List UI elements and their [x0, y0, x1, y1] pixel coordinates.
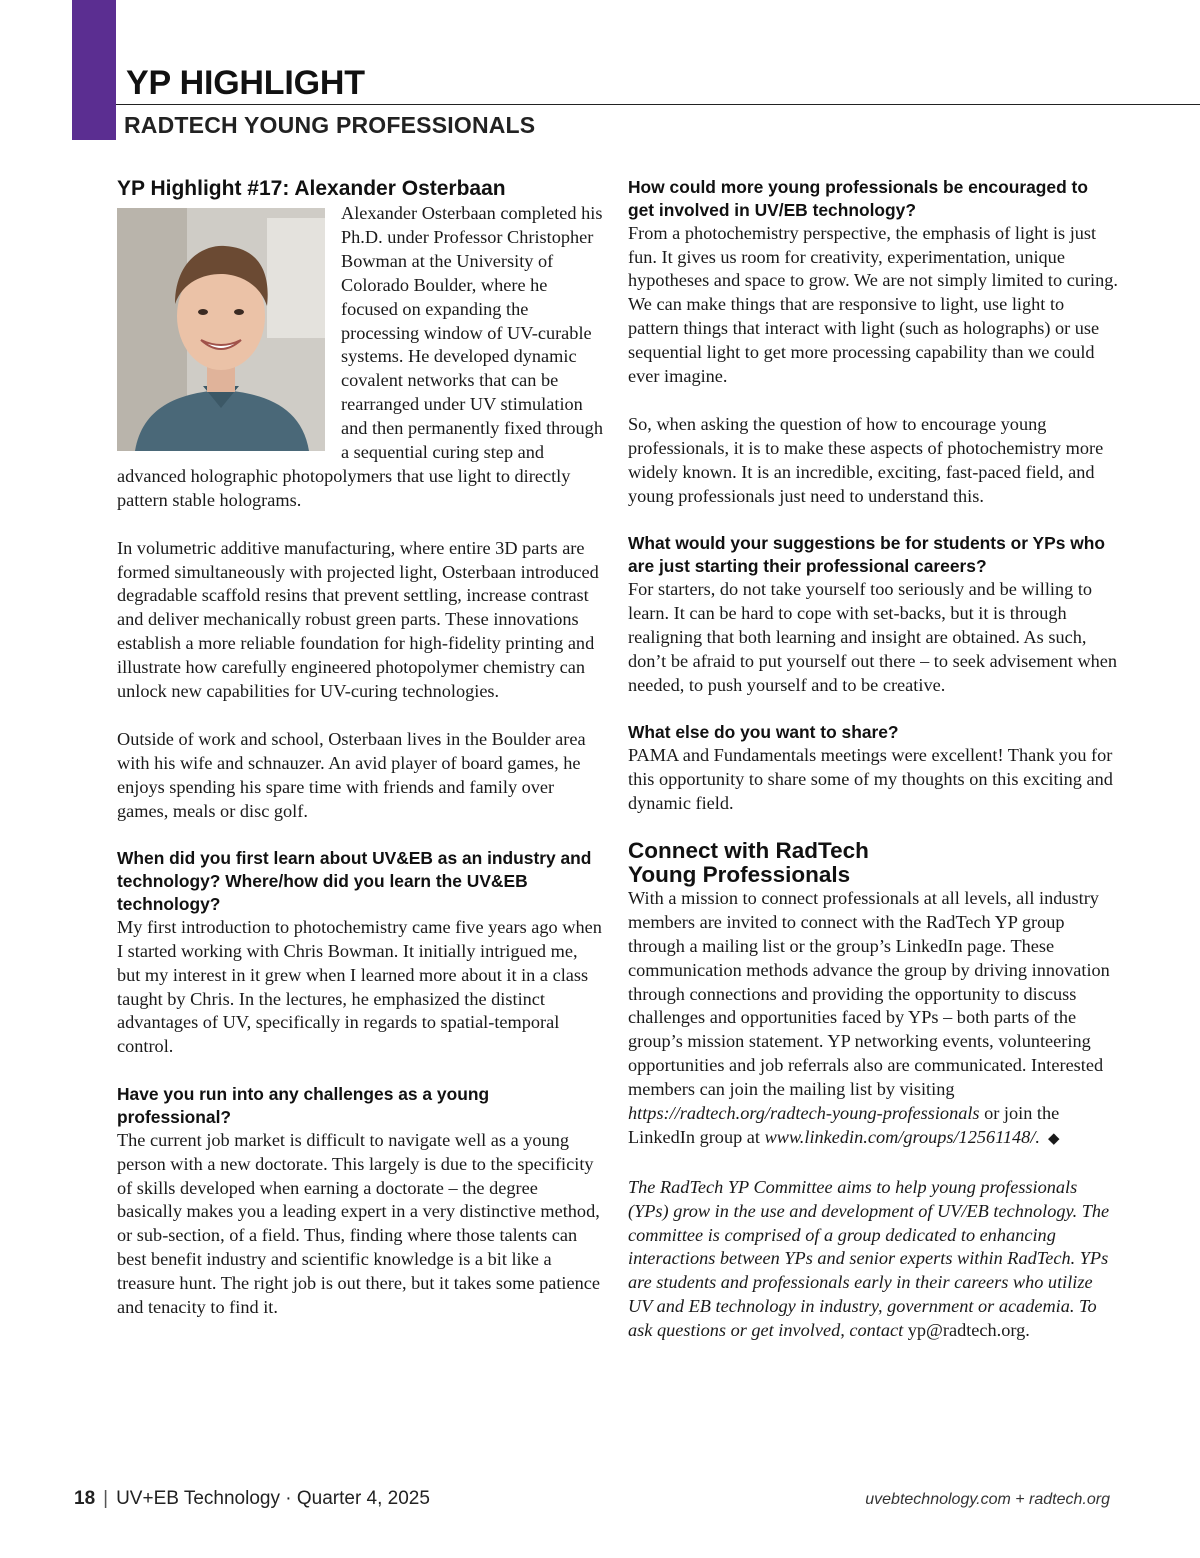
- section-title: YP HIGHLIGHT: [126, 64, 365, 102]
- question-heading: What else do you want to share?: [628, 722, 899, 743]
- answer-paragraph: For starters, do not take yourself too seriously and be willing to learn. It can be hard to cope with set-backs, but it is through realigning that both learning and insight are obtained. As such, don’t be afraid to put yourself out there – to seek advisement when needed, to push yourself and to be creative.: [628, 578, 1118, 695]
- contact-email[interactable]: yp@radtech.org.: [907, 1320, 1030, 1341]
- yp-webpage-link[interactable]: https://radtech.org/radtech-young-professionals: [628, 1103, 980, 1124]
- question-heading: When did you first learn about UV&EB as an industry and technology? Where/how did you learn the UV&EB technology?: [117, 848, 592, 915]
- committee-text: The RadTech YP Committee aims to help young professionals (YPs) grow in the use and development of UV/EB technology. The committee is comprised of a group dedicated to enhancing interactions between YPs and senior experts within RadTech. YPs are students and professionals early in their careers who utilize UV and EB technology in industry, government or academia. To ask questions or get involved, contact: [628, 1176, 1110, 1341]
- connect-title: [628, 839, 1118, 887]
- portrait-photo: [117, 208, 325, 451]
- bio-paragraph: In volumetric additive manufacturing, where entire 3D parts are formed simultaneously with projected light, Osterbaan introduced degradable scaffold resins that prevent settling, increase contrast and deliver mechanically robust green parts. These innovations establish a more reliable foundation for high-fidelity printing and illustrate how carefully engineered photopolymer chemistry can unlock new capabilities for UV-curing technologies.: [117, 537, 599, 702]
- question-heading: Have you run into any challenges as a young professional?: [117, 1084, 490, 1127]
- answer-paragraph: My first introduction to photochemistry came five years ago when I started working with Chris Bowman. It initially intrigued me, but my interest in it grew when I learned more about it in a class taught by Chris. In the lectures, he emphasized the distinct advantages of UV, specifically in regards to spatial-temporal control.: [117, 916, 602, 1057]
- linkedin-group-link[interactable]: www.linkedin.com/groups/12561148/.: [764, 1126, 1040, 1147]
- portrait-illustration: [117, 208, 325, 451]
- connect-mid: or join the LinkedIn group at: [628, 1103, 1060, 1147]
- section-subtitle: RADTECH YOUNG PROFESSIONALS: [124, 112, 536, 138]
- right-column: [628, 176, 1118, 1343]
- page-number: 18: [74, 1488, 96, 1509]
- footer-websites: uvebtechnology.com + radtech.org: [865, 1491, 1110, 1508]
- connect-title-line1: Connect with RadTech: [628, 837, 869, 863]
- answer-paragraph: PAMA and Fundamentals meetings were excellent! Thank you for this opportunity to share some of my thoughts on this exciting and dynamic field.: [628, 745, 1113, 813]
- connect-title-line2: Young Professionals: [628, 861, 851, 887]
- bio-paragraph: Alexander Osterbaan completed his Ph.D. under Professor Christopher Bowman at the University of Colorado Boulder, where he focused on expanding the processing window of UV-curable systems. He developed dynamic covalent networks that can be rearranged under UV stimulation and then permanently fixed through a sequential curing step and advanced holographic photopolymers that use light to directly pattern stable holograms.: [117, 203, 603, 510]
- article-title: YP Highlight #17: Alexander Osterbaan: [117, 177, 506, 200]
- accent-bar: [72, 0, 116, 140]
- footer-publication: [74, 1488, 430, 1510]
- committee-paragraph: [628, 1176, 1118, 1343]
- connect-body: With a mission to connect professionals at all levels, all industry members are invited to connect with the RadTech YP group through a mailing list or the group’s LinkedIn page. These communication methods advance the group by driving innovation through connections and providing the opportunity to discuss challenges and opportunities faced by YPs – both parts of the group’s mission statement. YP networking events, volunteering opportunities and job referrals also are communicated. Interested members can join the mailing list by visiting: [628, 887, 1110, 1100]
- header-rule: [116, 104, 1200, 105]
- question-heading: How could more young professionals be encouraged to get involved in UV/EB technology?: [628, 177, 1088, 220]
- answer-paragraph: The current job market is difficult to navigate well as a young person with a new doctorate. This largely is due to the specificity of skills developed when earning a doctorate – the degree basically makes you a leading expert in a very distinctive method, or sub-section, of a field. Thus, finding where those talents can best benefit industry and scientific knowledge is a bit like a treasure hunt. The right job is out there, but it takes some patience and tenacity to find it.: [117, 1129, 600, 1318]
- answer-paragraph: From a photochemistry perspective, the emphasis of light is just fun. It gives us room for creativity, experimentation, unique hypotheses and space to grow. We are not simply limited to curing. We can make things that are responsive to light, use light to pattern things that interact with light (such as holographs) or use sequential light to get more processing capability than we could ever imagine.: [628, 222, 1118, 387]
- left-column: [117, 176, 603, 1320]
- footer-separator: |: [103, 1488, 109, 1509]
- question-heading: What would your suggestions be for students or YPs who are just starting their professional careers?: [628, 533, 1105, 577]
- bio-paragraph: Outside of work and school, Osterbaan lives in the Boulder area with his wife and schnauzer. An avid player of board games, he enjoys spending his spare time with friends and family over games, meals or disc golf.: [117, 728, 586, 821]
- connect-paragraph: [628, 887, 1118, 1152]
- end-diamond-icon: ◆: [1047, 1130, 1060, 1147]
- publication-name: UV+EB Technology · Quarter 4, 2025: [116, 1488, 430, 1509]
- answer-paragraph: So, when asking the question of how to encourage young professionals, it is to make these aspects of photochemistry more widely known. It is an incredible, exciting, fast-paced field, and young professionals just need to understand this.: [628, 413, 1104, 506]
